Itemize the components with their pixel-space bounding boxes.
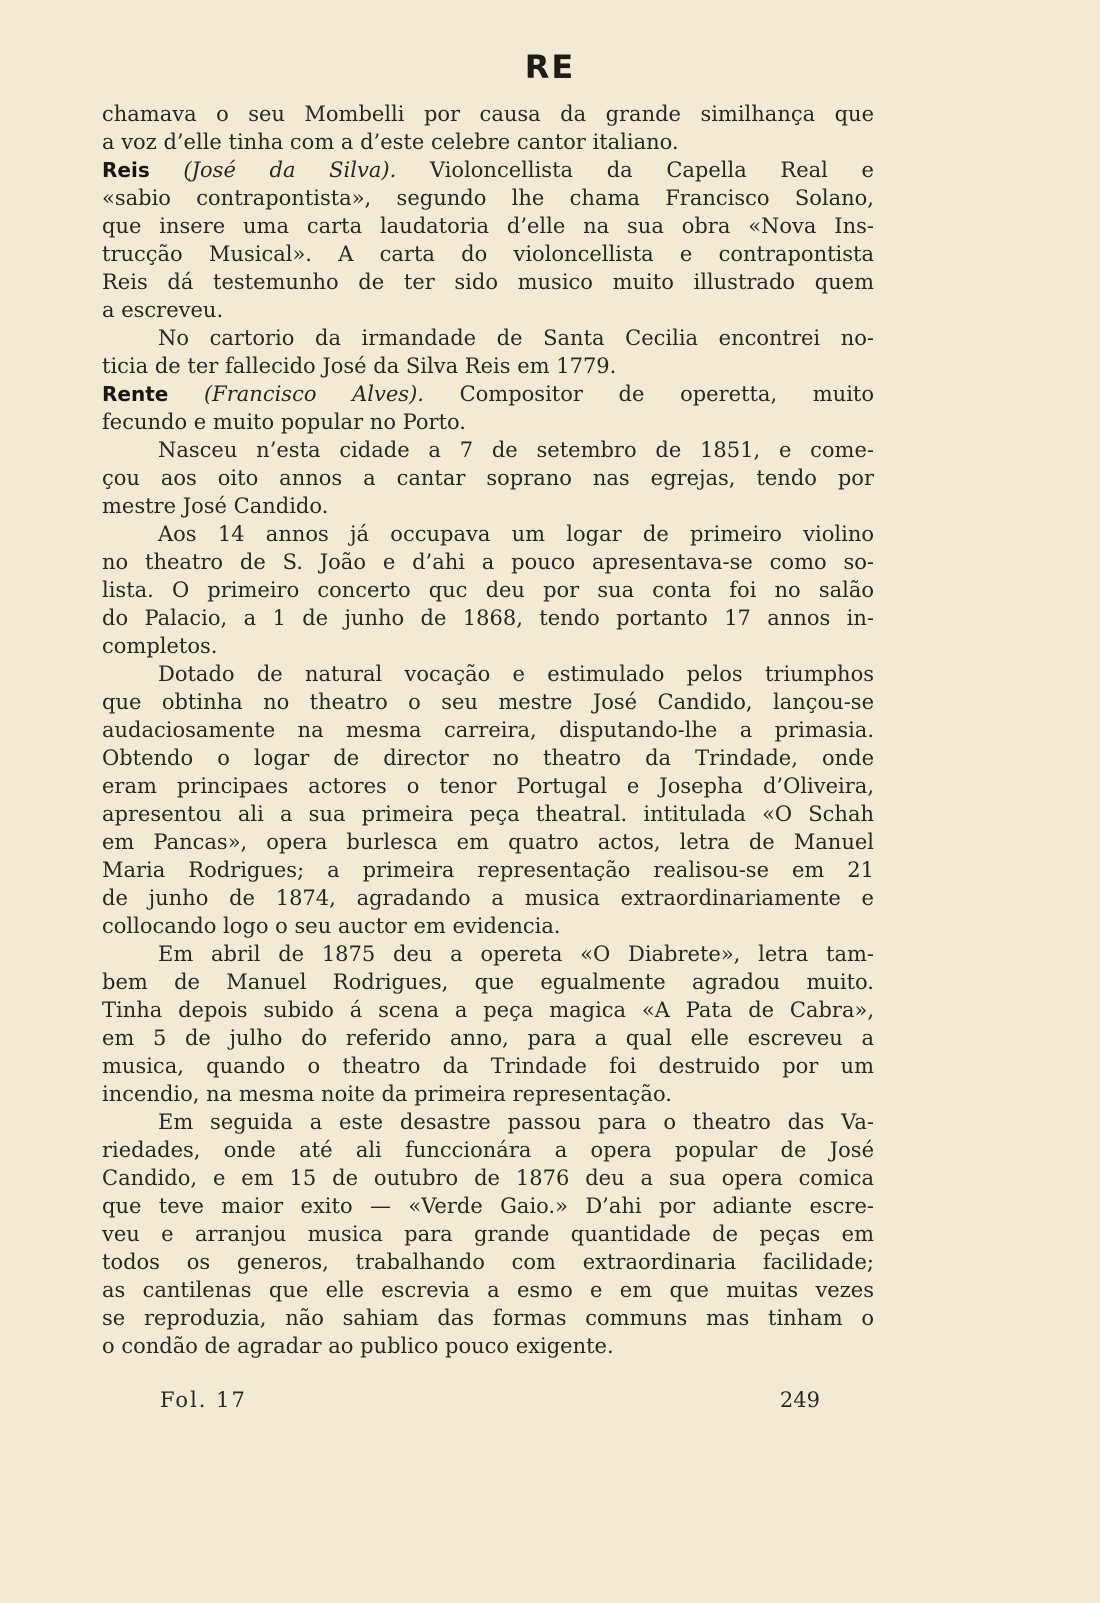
text-line: que teve maior exito — «Verde Gaio.» D’ahi por adiante escre- <box>102 1194 874 1218</box>
text-line: a voz d’elle tinha com a d’este celebre cantor italiano. <box>102 130 679 154</box>
entry-heading-reis <box>102 156 874 184</box>
text-line: Em seguida a este desastre passou para o theatro das Va- <box>158 1110 874 1134</box>
text-line: Dotado de natural vocação e estimulado pelos triumphos <box>158 662 874 686</box>
text-line: incendio, na mesma noite da primeira representação. <box>102 1082 672 1106</box>
text-line: Maria Rodrigues; a primeira representação realisou-se em 21 <box>102 858 874 882</box>
entry-text: Compositor de operetta, muito <box>423 382 875 406</box>
text-line: chamava o seu Mombelli por causa da grande similhança que <box>102 102 874 126</box>
text-line: Candido, e em 15 de outubro de 1876 deu a sua opera comica <box>102 1166 874 1190</box>
entry-text: Violoncellista da Capella Real e <box>396 158 874 182</box>
entry-qualifier: (José da Silva). <box>183 158 397 182</box>
text-line: a escreveu. <box>102 298 224 322</box>
text-line: no theatro de S. João e d’ahi a pouco apresentava-se como so- <box>102 550 874 574</box>
text-line: çou aos oito annos a cantar soprano nas egrejas, tendo por <box>102 466 874 490</box>
text-line: riedades, onde até ali funccionára a opera popular de José <box>102 1138 874 1162</box>
text-line: do Palacio, a 1 de junho de 1868, tendo portanto 17 annos in- <box>102 606 874 630</box>
page-number: 249 <box>779 1388 820 1412</box>
text-line: trucção Musical». A carta do violoncellista e contrapontista <box>102 242 874 266</box>
text-line: musica, quando o theatro da Trindade foi destruido por um <box>102 1054 874 1078</box>
text-line: que insere uma carta laudatoria d’elle na sua obra «Nova Ins- <box>102 214 874 238</box>
text-line: lista. O primeiro concerto quc deu por sua conta foi no salão <box>102 578 874 602</box>
text-line: Aos 14 annos já occupava um logar de primeiro violino <box>158 522 874 546</box>
text-line: fecundo e muito popular no Porto. <box>102 410 466 434</box>
text-line: apresentou ali a sua primeira peça theatral. intitulada «O Schah <box>102 802 874 826</box>
text-line: bem de Manuel Rodrigues, que egualmente agradou muito. <box>102 970 874 994</box>
body-text <box>102 100 874 1360</box>
text-line: todos os generos, trabalhando com extraordinaria facilidade; <box>102 1250 874 1274</box>
text-line: No cartorio da irmandade de Santa Cecilia encontrei no- <box>158 326 874 350</box>
text-line: completos. <box>102 634 218 658</box>
text-line: audaciosamente na mesma carreira, disputando-lhe a primasia. <box>102 718 874 742</box>
text-line: collocando logo o seu auctor em evidencia. <box>102 914 561 938</box>
entry-name: Rente <box>102 382 169 406</box>
text-line: de junho de 1874, agradando a musica extraordinariamente e <box>102 886 874 910</box>
text-line: «sabio contrapontista», segundo lhe chama Francisco Solano, <box>102 186 874 210</box>
text-line: as cantilenas que elle escrevia a esmo e em que muitas vezes <box>102 1278 874 1302</box>
entry-name: Reis <box>102 158 150 182</box>
entry-heading-rente <box>102 380 874 408</box>
entry-qualifier: (Francisco Alves). <box>203 382 424 406</box>
text-line: Nasceu n’esta cidade a 7 de setembro de 1851, e come- <box>158 438 874 462</box>
text-line: Em abril de 1875 deu a opereta «O Diabrete», letra tam- <box>158 942 874 966</box>
signature-mark: Fol. 17 <box>160 1388 247 1412</box>
text-line: que obtinha no theatro o seu mestre José Candido, lançou-se <box>102 690 874 714</box>
text-line: em 5 de julho do referido anno, para a qual elle escreveu a <box>102 1026 874 1050</box>
text-line: se reproduzia, não sahiam das formas communs mas tinham o <box>102 1306 874 1330</box>
text-line: o condão de agradar ao publico pouco exigente. <box>102 1334 614 1358</box>
text-line: em Pancas», opera burlesca em quatro actos, letra de Manuel <box>102 830 874 854</box>
text-line: mestre José Candido. <box>102 494 329 518</box>
running-head: RE <box>524 48 576 86</box>
text-line: Obtendo o logar de director no theatro da Trindade, onde <box>102 746 874 770</box>
text-line: ticia de ter fallecido José da Silva Reis em 1779. <box>102 354 617 378</box>
text-line: Reis dá testemunho de ter sido musico muito illustrado quem <box>102 270 874 294</box>
text-line: Tinha depois subido á scena a peça magica «A Pata de Cabra», <box>102 998 874 1022</box>
text-line: eram principaes actores o tenor Portugal e Josepha d’Oliveira, <box>102 774 874 798</box>
text-line: veu e arranjou musica para grande quantidade de peças em <box>102 1222 874 1246</box>
